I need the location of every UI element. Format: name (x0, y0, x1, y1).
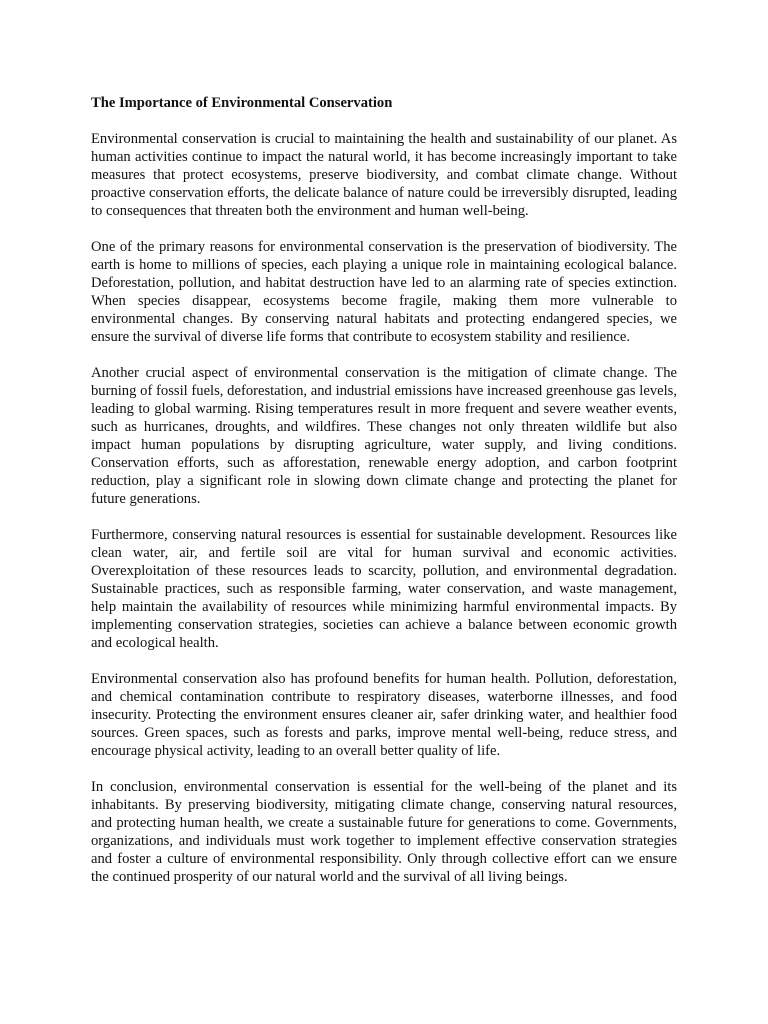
paragraph-climate-change: Another crucial aspect of environmental conservation is the mitigation of climate change. The burning of fossil fuels, deforestation, and industrial emissions have increased greenhouse gas levels, leading to global warming. Rising temperatures result in more frequent and severe weather events, such as hurricanes, droughts, and wildfires. These changes not only threaten wildlife but also impact human populations by disrupting agriculture, water supply, and living conditions. Conservation efforts, such as afforestation, renewable energy adoption, and carbon footprint reduction, play a significant role in slowing down climate change and protecting the planet for future generations. (91, 365, 677, 507)
paragraph-intro: Environmental conservation is crucial to maintaining the health and sustainability of our planet. As human activities continue to impact the natural world, it has become increasingly important to take measures that protect ecosystems, preserve biodiversity, and combat climate change. Without proactive conservation efforts, the delicate balance of nature could be irreversibly disrupted, leading to consequences that threaten both the environment and human well-being. (91, 131, 677, 219)
paragraph-natural-resources: Furthermore, conserving natural resources is essential for sustainable development. Resources like clean water, air, and fertile soil are vital for human survival and economic activities. Overexploitation of these resources leads to scarcity, pollution, and environmental degradation. Sustainable practices, such as responsible farming, water conservation, and waste management, help maintain the availability of resources while minimizing harmful environmental impacts. By implementing conservation strategies, societies can achieve a balance between economic growth and ecological health. (91, 527, 677, 651)
paragraph-human-health: Environmental conservation also has profound benefits for human health. Pollution, deforestation, and chemical contamination contribute to respiratory diseases, waterborne illnesses, and food insecurity. Protecting the environment ensures cleaner air, safer drinking water, and healthier food sources. Green spaces, such as forests and parks, improve mental well-being, reduce stress, and encourage physical activity, leading to an overall better quality of life. (91, 671, 677, 759)
paragraph-biodiversity: One of the primary reasons for environmental conservation is the preservation of biodiversity. The earth is home to millions of species, each playing a unique role in maintaining ecological balance. Deforestation, pollution, and habitat destruction have led to an alarming rate of species extinction. When species disappear, ecosystems become fragile, making them more vulnerable to environmental changes. By conserving natural habitats and protecting endangered species, we ensure the survival of diverse life forms that contribute to ecosystem stability and resilience. (91, 239, 677, 345)
document-body (91, 94, 677, 904)
document-title: The Importance of Environmental Conservation (91, 95, 393, 111)
paragraph-conclusion: In conclusion, environmental conservation is essential for the well-being of the planet and its inhabitants. By preserving biodiversity, mitigating climate change, conserving natural resources, and protecting human health, we create a sustainable future for generations to come. Governments, organizations, and individuals must work together to implement effective conservation strategies and foster a culture of environmental responsibility. Only through collective effort can we ensure the continued prosperity of our natural world and the survival of all living beings. (91, 779, 677, 885)
